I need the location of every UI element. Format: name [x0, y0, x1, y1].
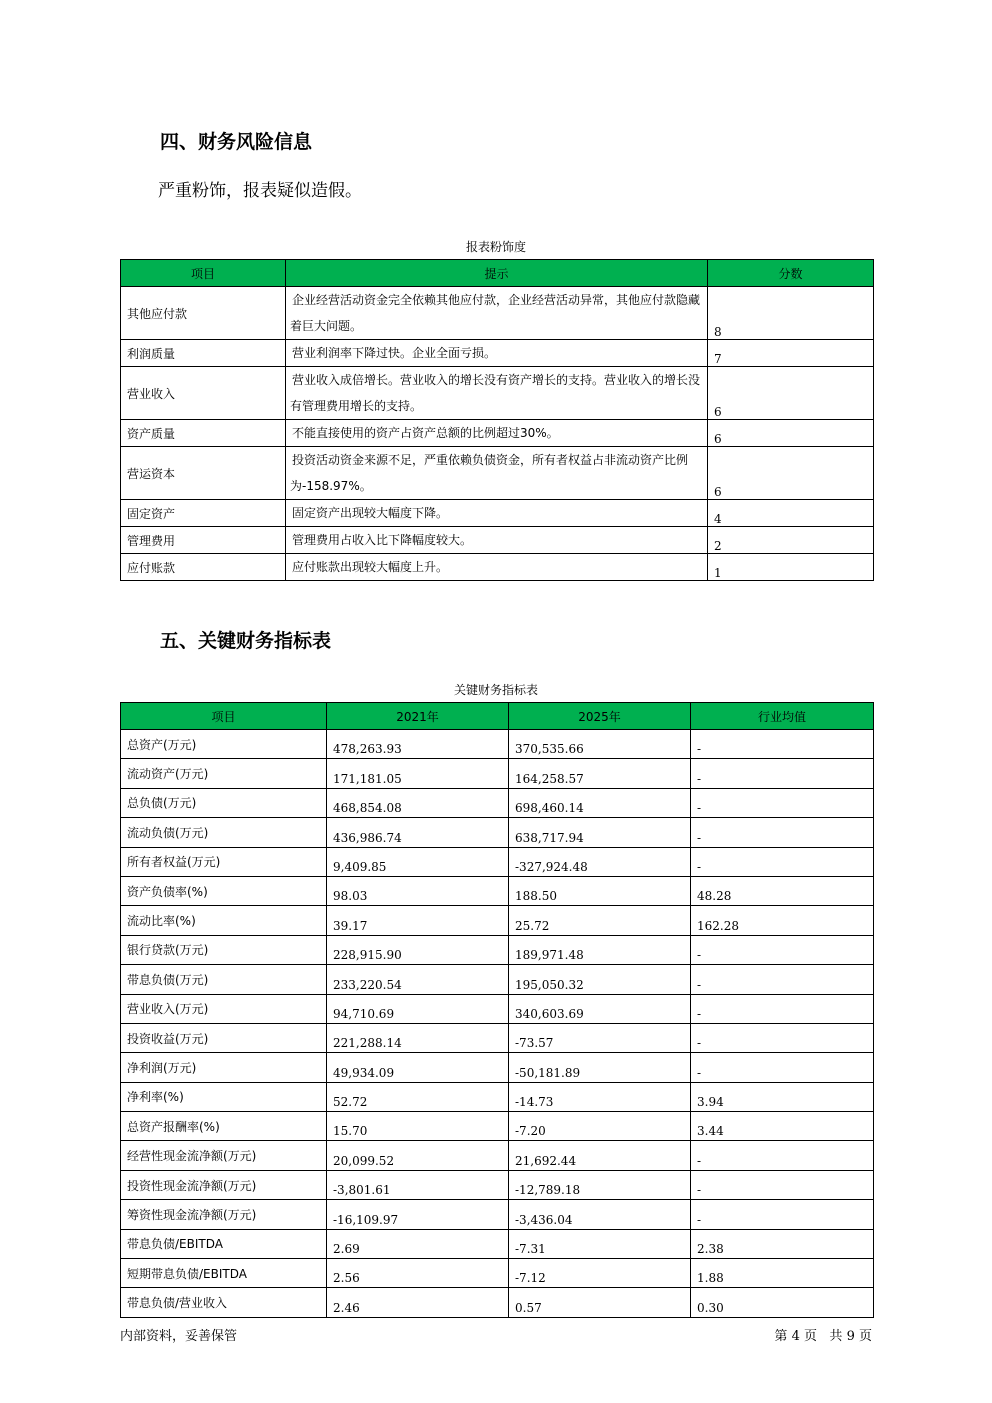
item-cell: 短期带息负债/EBITDA	[121, 1259, 327, 1288]
hint-cell: 应付账款出现较大幅度上升。	[286, 554, 708, 581]
risk-table-header	[121, 260, 874, 287]
score-cell: 7	[708, 340, 874, 367]
table-row	[121, 420, 874, 447]
value-2021-cell: 39.17	[327, 906, 509, 935]
table-row	[121, 340, 874, 367]
value-2025-cell: -7.20	[509, 1112, 691, 1141]
item-cell: 所有者权益(万元)	[121, 847, 327, 876]
item-cell: 投资性现金流净额(万元)	[121, 1170, 327, 1199]
column-header-industry-avg: 行业均值	[691, 703, 874, 730]
industry-avg-cell: 48.28	[691, 876, 874, 905]
table-row	[121, 447, 874, 500]
value-2025-cell: 0.57	[509, 1288, 691, 1317]
column-header-item: 项目	[121, 260, 286, 287]
value-2021-cell: 478,263.93	[327, 730, 509, 759]
value-2025-cell: -14.73	[509, 1082, 691, 1111]
value-2025-cell: 188.50	[509, 876, 691, 905]
table-row	[121, 500, 874, 527]
score-cell: 1	[708, 554, 874, 581]
item-cell: 流动负债(万元)	[121, 818, 327, 847]
industry-avg-cell: -	[691, 788, 874, 817]
column-header-2021: 2021年	[327, 703, 509, 730]
score-cell: 6	[708, 447, 874, 500]
table-row	[121, 287, 874, 340]
page-unit: 页	[803, 1329, 817, 1344]
value-2025-cell: 164,258.57	[509, 759, 691, 788]
item-cell: 带息负债/营业收入	[121, 1288, 327, 1317]
item-cell: 净利润(万元)	[121, 1053, 327, 1082]
value-2021-cell: 2.69	[327, 1229, 509, 1258]
value-2025-cell: 21,692.44	[509, 1141, 691, 1170]
value-2021-cell: 52.72	[327, 1082, 509, 1111]
value-2025-cell: -3,436.04	[509, 1200, 691, 1229]
item-cell: 固定资产	[121, 500, 286, 527]
table-row	[121, 554, 874, 581]
total-prefix: 共	[829, 1329, 843, 1344]
industry-avg-cell: -	[691, 1170, 874, 1199]
industry-avg-cell: 3.44	[691, 1112, 874, 1141]
value-2021-cell: 468,854.08	[327, 788, 509, 817]
value-2025-cell: -7.31	[509, 1229, 691, 1258]
value-2021-cell: 2.46	[327, 1288, 509, 1317]
item-cell: 利润质量	[121, 340, 286, 367]
total-pages: 9	[846, 1329, 855, 1344]
table-row	[121, 527, 874, 554]
total-unit: 页	[858, 1329, 872, 1344]
industry-avg-cell: -	[691, 1053, 874, 1082]
item-cell: 营业收入(万元)	[121, 994, 327, 1023]
footer-page-number	[774, 1325, 872, 1344]
industry-avg-cell: 0.30	[691, 1288, 874, 1317]
value-2021-cell: 94,710.69	[327, 994, 509, 1023]
industry-avg-cell: -	[691, 818, 874, 847]
table-row	[121, 994, 874, 1023]
kpi-table-caption: 关键财务指标表	[453, 683, 538, 697]
table-row	[121, 847, 874, 876]
value-2025-cell: -12,789.18	[509, 1170, 691, 1199]
value-2025-cell: 340,603.69	[509, 994, 691, 1023]
value-2021-cell: 20,099.52	[327, 1141, 509, 1170]
score-cell: 4	[708, 500, 874, 527]
item-cell: 资产负债率(%)	[121, 876, 327, 905]
value-2021-cell: 221,288.14	[327, 1023, 509, 1052]
value-2025-cell: -327,924.48	[509, 847, 691, 876]
hint-cell: 企业经营活动资金完全依赖其他应付款，企业经营活动异常，其他应付款隐藏着巨大问题。	[286, 287, 708, 340]
item-cell: 净利率(%)	[121, 1082, 327, 1111]
value-2025-cell: 698,460.14	[509, 788, 691, 817]
value-2025-cell: 195,050.32	[509, 965, 691, 994]
table-row	[121, 1259, 874, 1288]
industry-avg-cell: 162.28	[691, 906, 874, 935]
item-cell: 流动资产(万元)	[121, 759, 327, 788]
item-cell: 管理费用	[121, 527, 286, 554]
item-cell: 总资产报酬率(%)	[121, 1112, 327, 1141]
score-cell: 6	[708, 420, 874, 447]
kpi-table	[120, 702, 874, 1318]
value-2021-cell: 436,986.74	[327, 818, 509, 847]
table-row	[121, 1053, 874, 1082]
industry-avg-cell: -	[691, 994, 874, 1023]
value-2021-cell: 2.56	[327, 1259, 509, 1288]
item-cell: 营运资本	[121, 447, 286, 500]
value-2021-cell: -3,801.61	[327, 1170, 509, 1199]
column-header-item: 项目	[121, 703, 327, 730]
industry-avg-cell: -	[691, 1023, 874, 1052]
kpi-table-header	[121, 703, 874, 730]
value-2025-cell: -7.12	[509, 1259, 691, 1288]
hint-cell: 营业收入成倍增长。营业收入的增长没有资产增长的支持。营业收入的增长没有管理费用增长的支持。	[286, 367, 708, 420]
item-cell: 银行贷款(万元)	[121, 935, 327, 964]
item-cell: 应付账款	[121, 554, 286, 581]
industry-avg-cell: -	[691, 759, 874, 788]
value-2025-cell: 638,717.94	[509, 818, 691, 847]
current-page: 4	[791, 1329, 800, 1344]
industry-avg-cell: -	[691, 847, 874, 876]
value-2025-cell: -73.57	[509, 1023, 691, 1052]
hint-cell: 不能直接使用的资产占资产总额的比例超过30%。	[286, 420, 708, 447]
table-row	[121, 1141, 874, 1170]
industry-avg-cell: -	[691, 935, 874, 964]
value-2021-cell: 49,934.09	[327, 1053, 509, 1082]
table-row	[121, 1229, 874, 1258]
item-cell: 投资收益(万元)	[121, 1023, 327, 1052]
table-row	[121, 1082, 874, 1111]
industry-avg-cell: -	[691, 1141, 874, 1170]
hint-cell: 营业利润率下降过快。企业全面亏损。	[286, 340, 708, 367]
section-5-heading: 五、关键财务指标表	[160, 630, 332, 652]
table-row	[121, 759, 874, 788]
industry-avg-cell: -	[691, 965, 874, 994]
page-prefix: 第	[774, 1329, 788, 1344]
value-2021-cell: -16,109.97	[327, 1200, 509, 1229]
column-header-score: 分数	[708, 260, 874, 287]
column-header-hint: 提示	[286, 260, 708, 287]
item-cell: 带息负债(万元)	[121, 965, 327, 994]
value-2025-cell: -50,181.89	[509, 1053, 691, 1082]
industry-avg-cell: 3.94	[691, 1082, 874, 1111]
value-2021-cell: 233,220.54	[327, 965, 509, 994]
hint-cell: 管理费用占收入比下降幅度较大。	[286, 527, 708, 554]
value-2025-cell: 370,535.66	[509, 730, 691, 759]
item-cell: 经营性现金流净额(万元)	[121, 1141, 327, 1170]
section-4-heading: 四、财务风险信息	[160, 131, 313, 153]
table-row	[121, 906, 874, 935]
table-row	[121, 1170, 874, 1199]
item-cell: 其他应付款	[121, 287, 286, 340]
value-2021-cell: 228,915.90	[327, 935, 509, 964]
item-cell: 营业收入	[121, 367, 286, 420]
table-row	[121, 730, 874, 759]
table-row	[121, 1112, 874, 1141]
column-header-2025: 2025年	[509, 703, 691, 730]
table-row	[121, 1200, 874, 1229]
footer-confidential-note: 内部资料，妥善保管	[120, 1329, 238, 1344]
value-2025-cell: 189,971.48	[509, 935, 691, 964]
table-row	[121, 818, 874, 847]
table-row	[121, 965, 874, 994]
risk-table-caption: 报表粉饰度	[465, 240, 526, 254]
hint-cell: 投资活动资金来源不足，严重依赖负债资金，所有者权益占非流动资产比例为-158.97%。	[286, 447, 708, 500]
score-cell: 6	[708, 367, 874, 420]
industry-avg-cell: 2.38	[691, 1229, 874, 1258]
hint-cell: 固定资产出现较大幅度下降。	[286, 500, 708, 527]
value-2025-cell: 25.72	[509, 906, 691, 935]
value-2021-cell: 171,181.05	[327, 759, 509, 788]
item-cell: 带息负债/EBITDA	[121, 1229, 327, 1258]
industry-avg-cell: -	[691, 730, 874, 759]
item-cell: 资产质量	[121, 420, 286, 447]
value-2021-cell: 98.03	[327, 876, 509, 905]
table-row	[121, 788, 874, 817]
industry-avg-cell: -	[691, 1200, 874, 1229]
score-cell: 2	[708, 527, 874, 554]
table-row	[121, 1023, 874, 1052]
score-cell: 8	[708, 287, 874, 340]
industry-avg-cell: 1.88	[691, 1259, 874, 1288]
table-row	[121, 935, 874, 964]
value-2021-cell: 15.70	[327, 1112, 509, 1141]
value-2021-cell: 9,409.85	[327, 847, 509, 876]
table-row	[121, 367, 874, 420]
item-cell: 总负债(万元)	[121, 788, 327, 817]
table-row	[121, 876, 874, 905]
table-row	[121, 1288, 874, 1317]
risk-table	[120, 259, 874, 581]
item-cell: 流动比率(%)	[121, 906, 327, 935]
item-cell: 筹资性现金流净额(万元)	[121, 1200, 327, 1229]
risk-summary: 严重粉饰，报表疑似造假。	[158, 181, 362, 201]
item-cell: 总资产(万元)	[121, 730, 327, 759]
